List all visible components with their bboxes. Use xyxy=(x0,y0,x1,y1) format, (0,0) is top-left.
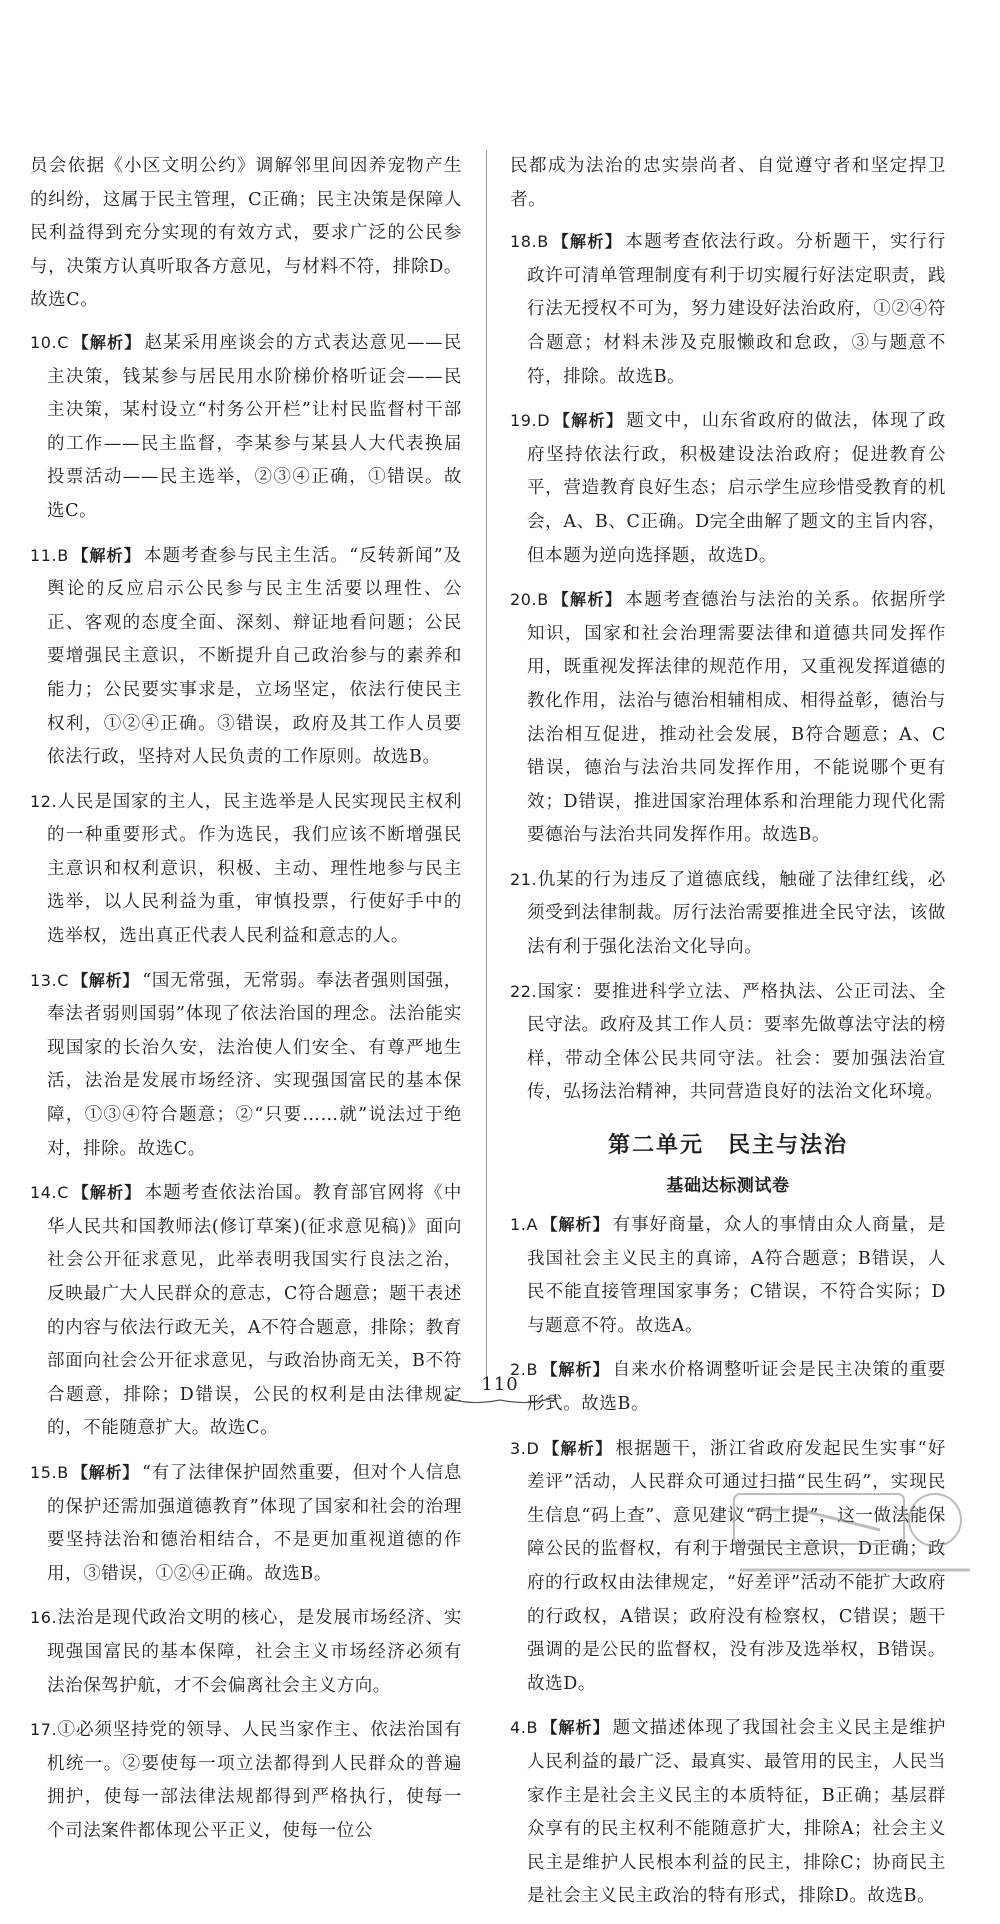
item-text: 本题考查德治与法治的关系。依据所学知识，国家和社会治理需要法律和道德共同发挥作用，既重视发挥法律的规范作用，又重视发挥道德的教化作用，法治与德治相辅相成、相得益彰，德治与法治相互促进，推动社会发展，B符合题意；A、C错误，德治与法治共同发挥作用，不能说哪个更有效；D错误，推进国家治理体系和治理能力现代化需要德治与法治共同发挥作用。故选B。 xyxy=(527,590,946,846)
answer-item xyxy=(30,1456,462,1591)
item-text: “国无常强，无常弱。奉法者强则国强，奉法者弱则国弱”体现了依法治国的理念。法治能实现国家的长治久安，法治使人们安全、有尊严地生活，法治是发展市场经济、实现强国富民的基本保障，①③④符合题意；②“只要……就”说法过于绝对，排除。故选C。 xyxy=(47,970,462,1159)
item-number: 15.B xyxy=(30,1462,69,1482)
unit-title: 第二单元 民主与法治 xyxy=(607,1133,848,1159)
answer-item xyxy=(30,1713,462,1848)
right-items xyxy=(510,150,946,1110)
item-text: 国家：要推进科学立法、严格执法、公正司法、全民守法。政府及其工作人员：要率先做尊法守法的榜样，带动全体公民共同守法。社会：要加强法治宣传，弘扬法治精神，共同营造良好的法治文化环境。 xyxy=(527,981,946,1103)
answer-item xyxy=(30,785,462,954)
item-number: 3.D xyxy=(510,1438,540,1458)
analysis-tag: 【解析】 xyxy=(72,1183,142,1203)
analysis-tag: 【解析】 xyxy=(542,1438,613,1458)
item-text: 有事好商量，众人的事情由众人商量，是我国社会主义民主的真谛，A符合题意；B错误，人民不能直接管理国家事务；C错误，不符合实际；D与题意不符。故选A。 xyxy=(527,1215,946,1336)
answer-item xyxy=(30,150,462,318)
item-text: “有了法律保护固然重要，但对个人信息的保护还需加强道德教育”体现了国家和社会的治理要坚持法治和德治相结合，不是更加重视道德的作用，③错误，①②④正确。故选B。 xyxy=(47,1462,462,1584)
item-number: 12. xyxy=(30,791,58,811)
item-number: 21. xyxy=(510,869,538,889)
answer-item xyxy=(510,863,946,965)
column-divider xyxy=(486,150,487,1380)
item-text: 题文中，山东省政府的做法，体现了政府坚持依法行政，积极建设法治政府；促进教育公平，营造教育良好生态；启示学生应珍惜受教育的机会，A、B、C正确。D完全曲解了题文的主旨内容，但本题为逆向选择题，故选D。 xyxy=(527,411,947,566)
item-text: 法治是现代政治文明的核心，是发展市场经济、实现强国富民的基本保障，社会主义市场经济必须有法治保驾护航，才不会偏离社会主义方向。 xyxy=(47,1608,462,1696)
item-number: 13.C xyxy=(30,970,70,990)
analysis-tag: 【解析】 xyxy=(551,232,623,252)
analysis-tag: 【解析】 xyxy=(541,1360,610,1380)
item-text: 赵某采用座谈会的方式表达意见——民主决策，钱某参与居民用水阶梯价格听证会——民主决策，某村设立“村务公开栏”让村民监督村干部的工作——民主监督，李某参与某县人大代表换届投票活动——民主选举，②③④正确，①错误。故选C。 xyxy=(47,332,462,521)
item-number: 11.B xyxy=(30,545,69,565)
item-number: 14.C xyxy=(30,1183,70,1203)
item-text: ①必须坚持党的领导、人民当家作主、依法治国有机统一。②要使每一项立法都得到人民群众的普遍拥护，使每一部法律法规都得到严格执行，使每一个司法案件都体现公平正义，使每一位公 xyxy=(47,1720,462,1841)
unit-subtitle: 基础达标测试卷 xyxy=(666,1176,790,1197)
item-text: 民都成为法治的忠实崇尚者、自觉遵守者和坚定捍卫者。 xyxy=(510,156,946,210)
answer-item xyxy=(510,583,946,853)
analysis-tag: 【解析】 xyxy=(71,545,141,565)
item-number: 4.B xyxy=(510,1718,539,1738)
analysis-tag: 【解析】 xyxy=(71,1462,140,1482)
item-text: 员会依据《小区文明公约》调解邻里间因养宠物产生的纠纷，这属于民主管理，C正确；民主决策是保障人民利益得到充分实现的有效方式，要求广泛的公民参与，决策方认真听取各方意见，与材料不符，排除D。故选C。 xyxy=(30,156,462,311)
answer-item xyxy=(30,964,462,1167)
right-column xyxy=(510,150,946,1924)
item-number: 2.B xyxy=(510,1360,539,1380)
answer-item xyxy=(510,225,946,394)
item-text: 人民是国家的主人，民主选举是人民实现民主权利的一种重要形式。作为选民，我们应该不断增强民主意识和权利意识，积极、主动、理性地参与民主选举，以人民利益为重，审慎投票，行使好手中的选举权，选出真正代表人民利益和意志的人。 xyxy=(47,791,462,947)
item-text: 本题考查参与民主生活。“反转新闻”及舆论的反应启示公民参与民主生活要以理性、公正、客观的态度全面、深刻、辩证地看问题；公民要增强民主意识，不断提升自己政治参与的素养和能力；公民要实事求是，立场坚定，依法行使民主权利，①②④正确。③错误，政府及其工作人员要依法行政，坚持对人民负责的工作原则。故选B。 xyxy=(47,545,462,768)
item-number: 1.A xyxy=(510,1215,539,1235)
analysis-tag: 【解析】 xyxy=(72,970,140,990)
answer-item xyxy=(510,404,946,573)
analysis-tag: 【解析】 xyxy=(72,332,142,352)
item-text: 自来水价格调整听证会是民主决策的重要形式。故选B。 xyxy=(527,1360,946,1414)
left-column xyxy=(30,150,462,1859)
analysis-tag: 【解析】 xyxy=(541,1718,610,1738)
item-number: 16. xyxy=(30,1608,58,1628)
item-number: 17. xyxy=(30,1720,58,1740)
item-number: 19.D xyxy=(510,411,551,431)
item-text: 仇某的行为违反了道德底线，触碰了法律红线，必须受到法律制裁。厉行法治需要推进全民守法，该做法有利于强化法治文化导向。 xyxy=(527,869,946,958)
answer-item xyxy=(510,1208,946,1343)
item-text: 本题考查依法行政。分析题干，实行行政许可清单管理制度有利于切实履行好法定职责，践行法无授权不可为，努力建设好法治政府，①②④符合题意；材料未涉及克服懒政和怠政，③与题意不符，排除。故选B。 xyxy=(527,232,946,387)
analysis-tag: 【解析】 xyxy=(541,1215,610,1235)
answer-item xyxy=(510,975,946,1110)
item-number: 18.B xyxy=(510,232,549,252)
item-text: 根据题干，浙江省政府发起民生实事“好差评”活动，人民群众可通过扫描“民生码”，实现民生信息“码上查”、意见建议“码上提”，这一做法能保障公民的监督权，有利于增强民主意识，D正确；政府的行政权由法律规定，“好差评”活动不能扩大政府的行政权，A错误；政府没有检察权，C错误；题干强调的是公民的监督权，没有涉及选举权，B错误。故选D。 xyxy=(527,1438,947,1694)
analysis-tag: 【解析】 xyxy=(553,411,624,431)
item-number: 22. xyxy=(510,981,538,1001)
item-number: 20.B xyxy=(510,590,549,610)
page-number: 110 xyxy=(481,1374,519,1395)
item-number: 10.C xyxy=(30,332,70,352)
answer-item xyxy=(510,150,946,217)
answer-item xyxy=(30,539,462,775)
answer-item xyxy=(30,1601,462,1703)
item-text: 题文描述体现了我国社会主义民主是维护人民利益的最广泛、最真实、最管用的民主，人民当家作主是社会主义民主的本质特征，B正确；基层群众享有的民主权利不能随意扩大，排除A；社会主义民主是维护人民根本利益的民主，排除C；协商民主是社会主义民主政治的特有形式，排除D。故选B。 xyxy=(527,1718,946,1907)
analysis-tag: 【解析】 xyxy=(551,590,623,610)
answer-item xyxy=(510,1711,946,1914)
watermark-logo xyxy=(730,1490,980,1590)
item-text: 本题考查依法治国。教育部官网将《中华人民共和国教师法(修订草案)(征求意见稿)》面向社会公开征求意见，此举表明我国实行良法之治，反映最广大人民群众的意志，C符合题意；题干表述的内容与依法行政无关，A不符合题意，排除；教育部面向社会公开征求意见，与政治协商无关，B不符合题意，排除；D错误，公民的权利是由法律规定的，不能随意扩大。故选C。 xyxy=(47,1183,462,1439)
answer-item xyxy=(30,326,462,529)
